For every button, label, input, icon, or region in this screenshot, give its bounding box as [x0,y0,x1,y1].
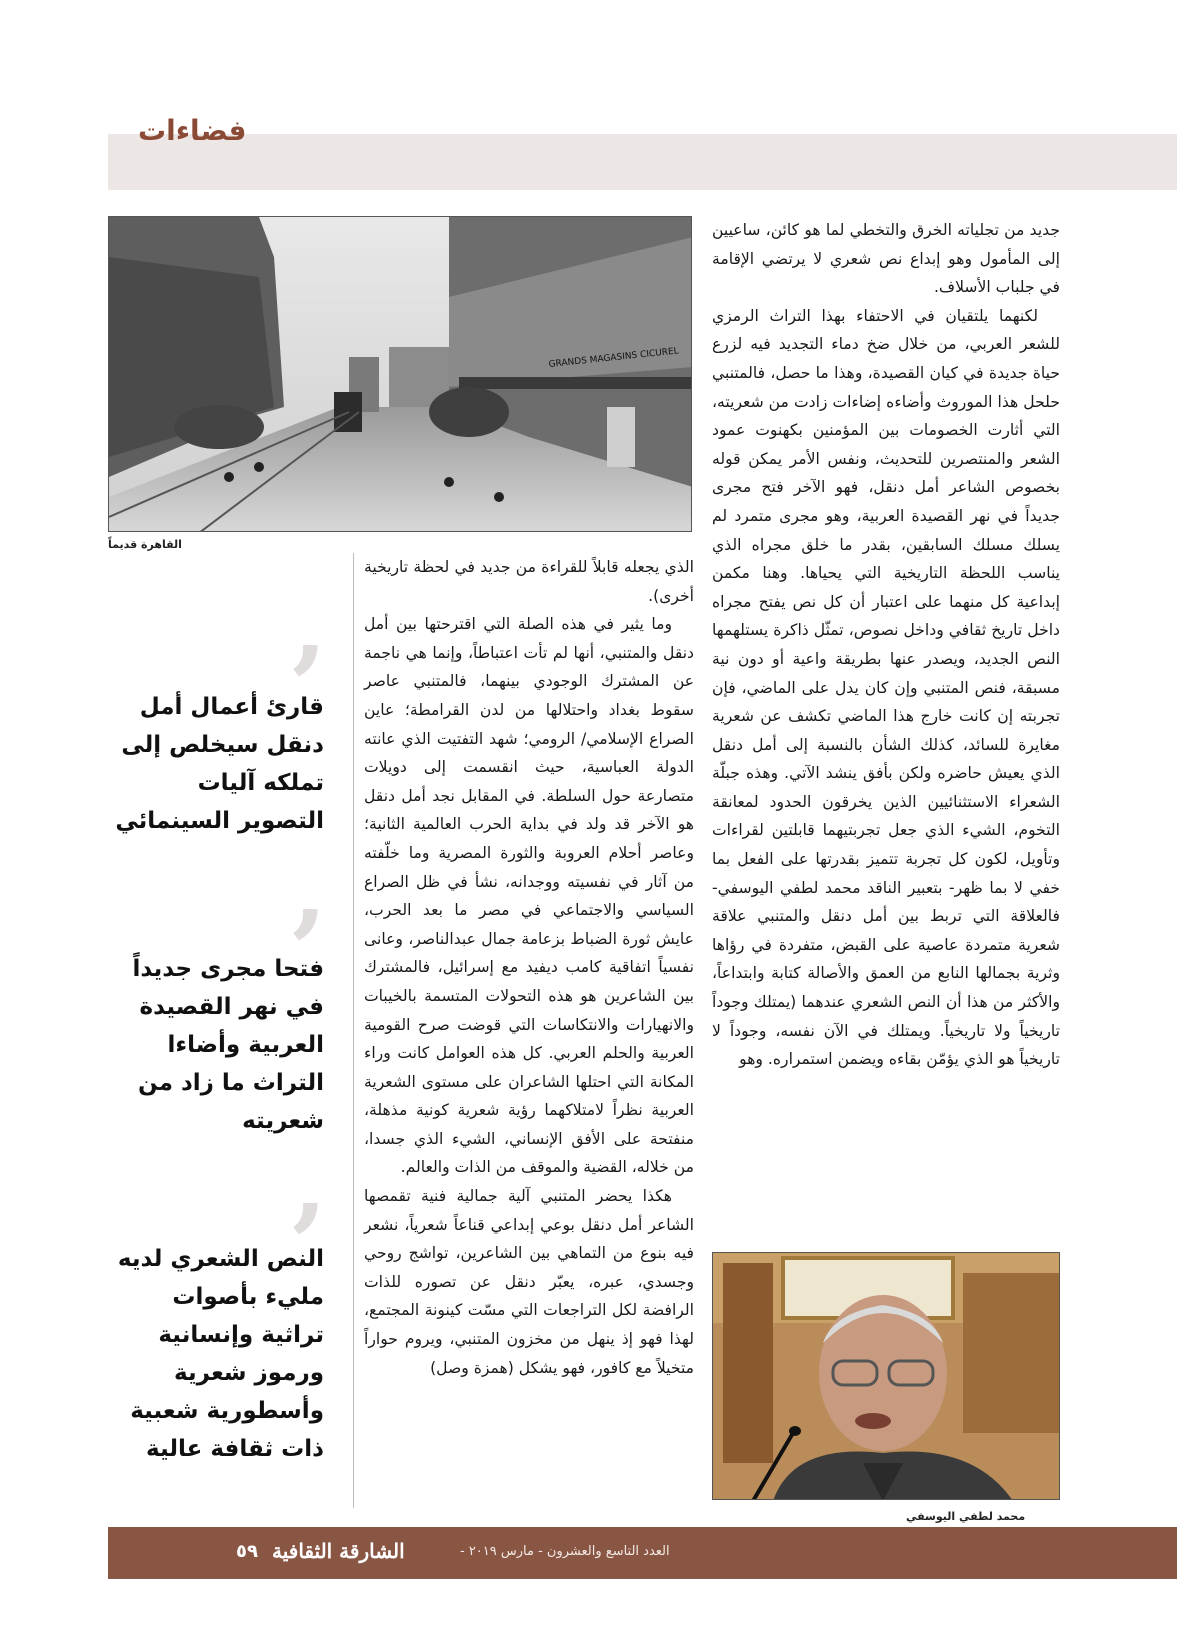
pull-quote: النص الشعري لديه مليء بأصوات تراثية وإنسانية ورموز شعرية وأسطورية شعبية ذات ثقافة عالية [117,1246,324,1462]
portrait-photo [712,1252,1060,1500]
magazine-logo: الشارقة الثقافية [272,1539,405,1563]
paragraph: جديد من تجلياته الخرق والتخطي لما هو كائن، ساعيين إلى المأمول وهو إبداع نص شعري لا يرتضي الإقامة في جلباب الأسلاف. [712,221,1060,297]
header-band [108,134,1177,190]
article-right-column [712,216,1060,1074]
paragraph: لكنهما يلتقيان في الاحتفاء بهذا التراث الرمزي للشعر العربي، من خلال ضخ دماء التجديد فيه لزرع حياة جديدة في كيان القصيدة، وهذا ما حصل، فالمتنبي حلحل هذا الموروث وأضاءه إضاءات زادت من شعريته، التي أثارت الخصومات بين المؤمنين بكهنوت عمود الشعر والمنتصرين للتحديث، ونفس الأمر يمكن قوله بخصوص الشاعر أمل دنقل، فهو الآخر فتح مجرى جديداً في نهر القصيدة العربية، وهو مجرى متمرد لم يسلك مسلك السابقين، بقدر ما خلق مجراه الذي يناسب اللحظة التاريخية التي يحياها. وهنا مكمن إبداعية كل منهما على اعتبار أن كل نص يفتح مجراه داخل تاريخ ثقافي وداخل نصوص، تمثّل ذاكرة يستلهمها النص الجديد، ويصدر عنها بطريقة واعية أو دون نية مسبقة، فنص المتنبي وإن كان يدل على الماضي، فإن تجربته إن كانت خارج هذا الماضي تكشف عن شعرية مغايرة للسائد، كذلك الشأن بالنسبة إلى أمل دنقل الذي يعيش حاضره ولكن بأفق ينشد الآتي. وهذه جبلّة الشعراء الاستثنائيين الذين يخرقون الحدود لمعانقة التخوم، الشيء الذي جعل تجربتيهما قابلتين لقراءات وتأويل، لكون كل تجربة تتميز بقدرتها على الفعل بما خفي لا بما ظهر- بتعبير الناقد محمد لطفي اليوسفي- فالعلاقة التي تربط بين أمل دنقل والمتنبي علاقة شعرية متمردة عاصية على القبض، متفردة في رؤاها وثرية بجمالها النابع من العمق والأصالة كتابة وابتداعاً، والأكثر من هذا أن النص الشعري عندهما (يمتلك وجوداً تاريخياً ولا تاريخياً. ويمتلك في الآن نفسه، وجوداً لا تاريخياً هو الذي يؤمّن بقاءه ويضمن استمراره. وهو [712,306,1060,1069]
street-photo-caption: القاهرة قديماً [108,538,182,551]
cairo-street-photo [108,216,692,532]
quote-mark-icon: ’ [288,886,327,1015]
quote-mark-icon: ’ [288,622,327,751]
paragraph: هكذا يحضر المتنبي آلية جمالية فنية تقمصها الشاعر أمل دنقل بوعي إبداعي قناعاً شعرياً، نشعر فيه بنوع من التماهي بين الشاعرين، تواشج روحي وجسدي، عبره، يعبّر دنقل عن تصوره للذات الرافضة لكل التراجعات التي مسّت كينونة المجتمع، لهذا فهو إذ ينهل من مخزون المتنبي، ويروم حواراً متخيلاً مع كافور، فهو يشكل (همزة وصل) [364,1187,694,1377]
pull-quote: قارئ أعمال أمل دنقل سيخلص إلى تملكه آليات التصوير السينمائي [115,694,324,834]
column-divider [353,553,354,1508]
portrait-caption: محمد لطفي اليوسفي [906,1510,1026,1523]
store-sign: GRANDS MAGASINS CICUREL [548,346,680,370]
paragraph: الذي يجعله قابلاً للقراءة من جديد في لحظة تاريخية أخرى). [364,558,694,605]
pull-quote: فتحا مجرى جديداً في نهر القصيدة العربية وأضاءا التراث ما زاد من شعريته [132,956,324,1134]
paragraph: وما يثير في هذه الصلة التي اقترحتها بين أمل دنقل والمتنبي، أنها لم تأت اعتباطاً، وإنما هي ناجمة عن المشترك الوجودي بينهما، فالمتنبي عاصر سقوط بغداد واحتلالها من لدن القرامطة؛ عاين الصراع الإسلامي/ الرومي؛ شهد التفتيت الذي عانته الدولة العباسية، حيث انقسمت إلى دويلات متصارعة حول السلطة. في المقابل نجد أمل دنقل هو الآخر قد ولد في بداية الحرب العالمية الثانية؛ وعاصر أحلام العروبة والثورة المصرية وما خلّفته من آثار في نفسيته ووجدانه، نشأ في ظل الصراع السياسي والاجتماعي في مصر ما بعد الحرب، عايش ثورة الضباط بزعامة جمال عبدالناصر، وعانى نفسياً اتفاقية كامب ديفيد مع إسرائيل، فالمشترك بين الشاعرين هو هذه التحولات المتسمة بالخيبات والانهيارات والانتكاسات التي قوضت صرح القومية العربية والحلم العربي. كل هذه العوامل كانت وراء المكانة التي احتلها الشاعران على مستوى الشعرية العربية نظراً لامتلاكهما رؤية شعرية كونية مذهلة، منفتحة على الأفق الإنساني، الشيء الذي جسدا، من خلاله، القضية والموقف من الذات والعالم. [364,615,694,1177]
issue-info: العدد التاسع والعشرون - مارس ٢٠١٩ - [460,1544,670,1559]
footer-bar [108,1527,1177,1579]
article-middle-column [364,553,694,1382]
quote-mark-icon: ’ [288,1180,327,1309]
page-number: ٥٩ [236,1541,258,1562]
section-title: فضاءات [138,114,247,147]
